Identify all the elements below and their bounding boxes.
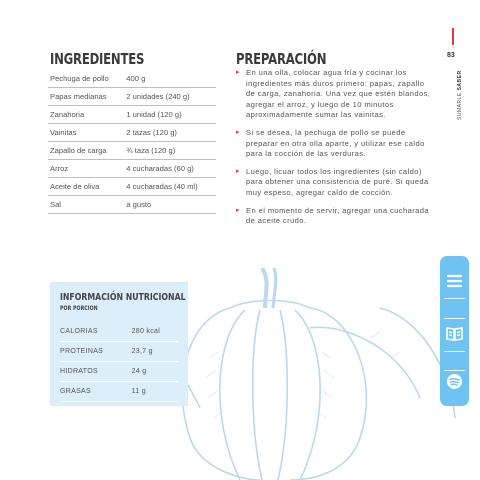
ingredient-quantity: 400 g [124,70,216,88]
ingredient-name: Zanahoria [48,106,124,124]
step-text: En el momento de servir, agregar una cucharada de aceite crudo. [246,205,430,226]
preparation-step [236,68,436,121]
ingredient-row [48,178,216,196]
toolbar-divider [444,351,465,352]
side-brand: SABER [457,70,463,91]
nutrient-value: 23,7 g [126,342,178,362]
ingredient-quantity: 1 unidad (120 g) [124,106,216,124]
bullet-icon: ▸ [236,69,240,76]
nutrient-value: 280 kcal [126,322,178,342]
nutrition-row [60,342,178,362]
ingredient-quantity: 2 unidades (240 g) [124,88,216,106]
ingredients-table [48,70,216,214]
nutrition-row [60,362,178,382]
toolbar-divider [444,298,465,299]
ingredient-quantity: 2 tazas (120 g) [124,124,216,142]
nutrient-label: GRASAS [60,382,126,402]
ingredient-name: Zapallo de carga [48,142,124,160]
side-toolbar [440,256,469,406]
ingredient-row [48,88,216,106]
bullet-icon: ▸ [236,128,240,136]
ingredient-quantity: 4 cucharadas (40 ml) [124,178,216,196]
page-number: 83 [447,52,455,59]
nutrition-panel [50,282,188,406]
preparation-step [236,128,436,160]
ingredients-heading: INGREDIENTES [50,50,145,68]
ingredient-name: Aceite de oliva [48,178,124,196]
nutrient-label: CALORIAS [60,322,126,342]
nutrition-row [60,322,178,342]
ingredient-row [48,124,216,142]
ingredient-quantity: a gusto [124,196,216,214]
toolbar-divider [444,370,465,371]
ingredient-row [48,196,216,214]
ingredient-name: Papas medianas [48,88,124,106]
pumpkin-illustration [170,268,460,480]
ingredient-quantity: ¾ taza (120 g) [124,142,216,160]
toolbar-divider [444,318,465,319]
ingredient-row [48,106,216,124]
step-text: Si se desea, la pechuga de pollo se puede preparar en otra olla aparte, y utilizar ese caldo para la cocción de las verduras. [246,127,425,159]
step-text: En una olla, colocar agua fría y cocinar los ingredientes más duros primero: papas, zapallo de carga, zanahoria. Una vez que estén blandos, agregar el arroz, y luego de 10 minutos aproximadamente sumar las vainitas. [246,68,431,120]
nutrition-table [60,322,178,402]
nutrient-value: 24 g [126,362,178,382]
step-text: Luego, licuar todos los ingredientes (sin caldo) para obtener una consistencia de puré. Si queda muy espeso, agregar caldo de cocción. [246,166,429,197]
ingredient-row [48,142,216,160]
ingredient-name: Pechuga de pollo [48,70,124,88]
bullet-icon: ▸ [236,167,240,175]
ingredient-row [48,70,216,88]
nutrient-label: HIDRATOS [60,362,126,382]
menu-icon[interactable] [446,272,463,289]
book-icon[interactable] [446,325,463,342]
ingredient-row [48,160,216,178]
ingredient-quantity: 4 cucharadas (60 g) [124,160,216,178]
preparation-step [236,167,436,199]
preparation-heading: PREPARACIÓN [236,50,327,68]
spotify-icon[interactable] [446,373,463,390]
side-label: SUMARLE [457,92,463,120]
side-brand-label [457,70,463,120]
preparation-steps [236,68,436,234]
bullet-icon: ▸ [236,206,240,214]
nutrition-row [60,382,178,402]
accent-bar [452,28,454,45]
nutrient-value: 11 g [126,382,178,402]
preparation-step [236,206,436,227]
nutrition-subtitle: POR PORCIÓN [60,305,98,312]
ingredient-name: Arroz [48,160,124,178]
nutrient-label: PROTEINAS [60,342,126,362]
ingredient-name: Vainitas [48,124,124,142]
nutrition-title: INFORMACIÓN NUTRICIONAL [60,292,186,303]
ingredient-name: Sal [48,196,124,214]
